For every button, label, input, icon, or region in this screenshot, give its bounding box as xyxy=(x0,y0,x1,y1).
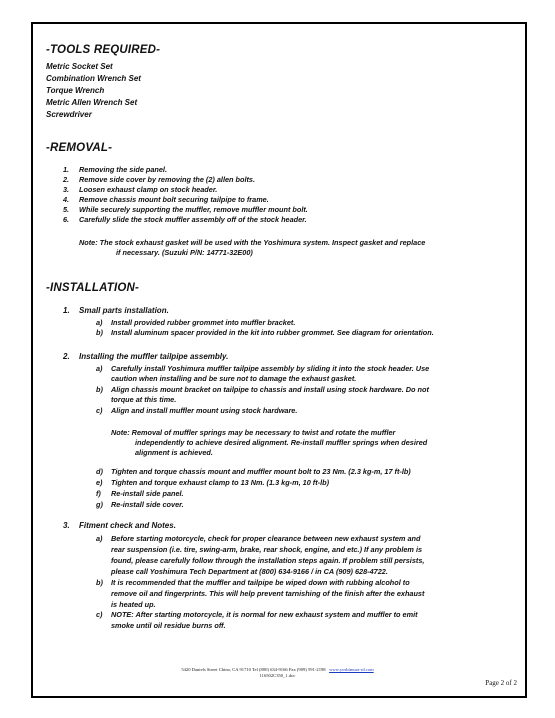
substep: Carefully install Yoshimura muffler tailpipe assembly by sliding it into the stock header. Use xyxy=(111,364,430,373)
substep-letter: a) xyxy=(96,534,103,543)
tool-item: Metric Allen Wrench Set xyxy=(46,98,138,107)
substep: Re-install side cover. xyxy=(111,500,184,509)
section-title: Fitment check and Notes. xyxy=(79,521,176,530)
substep-letter: a) xyxy=(96,318,103,327)
tools-heading: -TOOLS REQUIRED- xyxy=(46,44,161,56)
tool-item: Combination Wrench Set xyxy=(46,74,141,83)
substep: Before starting motorcycle, check for proper clearance between new exhaust system and xyxy=(111,534,421,543)
removal-step: Removing the side panel. xyxy=(79,165,167,174)
step-number: 1. xyxy=(63,306,70,315)
install-note-cont: alignment is achieved. xyxy=(135,448,213,457)
substep-letter: e) xyxy=(96,478,103,487)
removal-step: While securely supporting the muffler, remove muffler mount bolt. xyxy=(79,205,308,214)
install-note-cont: independently to achieve desired alignment. Re-install muffler springs when desired xyxy=(135,438,428,447)
section-title: Installing the muffler tailpipe assembly. xyxy=(79,352,229,361)
substep: Install aluminum spacer provided in the kit into rubber grommet. See diagram for orientation. xyxy=(111,328,434,337)
substep-cont: rear suspension (i.e. tire, swing-arm, brake, rear shock, engine, and etc.) If any problem is xyxy=(111,545,423,554)
substep-cont: please call Yoshimura Tech Department at (800) 634-9166 / in CA (909) 628-4722. xyxy=(111,567,388,576)
substep: Tighten and torque exhaust clamp to 13 Nm. (1.3 kg-m, 10 ft-lb) xyxy=(111,478,329,487)
step-number: 3. xyxy=(63,521,70,530)
removal-step: Remove side cover by removing the (2) allen bolts. xyxy=(79,175,255,184)
substep-letter: c) xyxy=(96,610,103,619)
removal-note-cont: if necessary. (Suzuki P/N: 14771-32E00) xyxy=(116,248,253,257)
page-number: Page 2 of 2 xyxy=(485,679,517,687)
tool-item: Screwdriver xyxy=(46,110,92,119)
tool-item: Metric Socket Set xyxy=(46,62,113,71)
removal-step: Remove chassis mount bolt securing tailpipe to frame. xyxy=(79,195,269,204)
substep-letter: d) xyxy=(96,467,103,476)
substep-cont: caution when installing and be sure not to damage the exhaust gasket. xyxy=(111,374,357,383)
step-number: 1. xyxy=(63,165,70,174)
installation-heading: -INSTALLATION- xyxy=(46,282,140,294)
footer-website-link[interactable]: www.yoshimura-rd.com xyxy=(329,667,374,672)
removal-heading: -REMOVAL- xyxy=(46,142,113,154)
substep: Install provided rubber grommet into muffler bracket. xyxy=(111,318,296,327)
substep: Tighten and torque chassis mount and muffler mount bolt to 23 Nm. (2.3 kg-m, 17 ft-lb) xyxy=(111,467,411,476)
footer-address: 5420 Daniels Street Chino, CA 91710 Tel (800) 634-9166 Fax (909) 591-2198 xyxy=(181,667,326,672)
tool-item: Torque Wrench xyxy=(46,86,105,95)
removal-step: Carefully slide the stock muffler assembly off of the stock header. xyxy=(79,215,307,224)
substep-cont: is heated up. xyxy=(111,600,156,609)
substep-letter: b) xyxy=(96,328,103,337)
substep: NOTE: After starting motorcycle, it is normal for new exhaust system and muffler to emit xyxy=(111,610,418,619)
substep-letter: f) xyxy=(96,489,101,498)
substep-letter: b) xyxy=(96,385,103,394)
substep-letter: c) xyxy=(96,406,103,415)
step-number: 4. xyxy=(63,195,70,204)
footer-doc-id: 116502C350_1.doc xyxy=(259,673,296,678)
substep-letter: g) xyxy=(96,500,103,509)
substep-letter: a) xyxy=(96,364,103,373)
substep-cont: torque at this time. xyxy=(111,395,177,404)
footer-address-line xyxy=(0,667,555,672)
section-title: Small parts installation. xyxy=(79,306,169,315)
substep: Re-install side panel. xyxy=(111,489,184,498)
substep-cont: remove oil and fingerprints. This will help prevent tarnishing of the finish after the exhaust xyxy=(111,589,425,598)
removal-step: Loosen exhaust clamp on stock header. xyxy=(79,185,218,194)
install-note: Note: Removal of muffler springs may be necessary to twist and rotate the muffler xyxy=(111,428,396,437)
step-number: 3. xyxy=(63,185,70,194)
step-number: 6. xyxy=(63,215,70,224)
substep: It is recommended that the muffler and tailpipe be wiped down with rubbing alcohol to xyxy=(111,578,410,587)
substep: Align chassis mount bracket on tailpipe to chassis and install using stock hardware. Do not xyxy=(111,385,429,394)
removal-note: Note: The stock exhaust gasket will be used with the Yoshimura system. Inspect gasket and replace xyxy=(79,238,426,247)
step-number: 5. xyxy=(63,205,70,214)
substep-letter: b) xyxy=(96,578,103,587)
step-number: 2. xyxy=(63,352,70,361)
substep-cont: found, please carefully follow through the installation steps again. If problem still persists, xyxy=(111,556,425,565)
substep: Align and install muffler mount using stock hardware. xyxy=(111,406,298,415)
substep-cont: smoke until oil residue burns off. xyxy=(111,621,226,630)
step-number: 2. xyxy=(63,175,70,184)
